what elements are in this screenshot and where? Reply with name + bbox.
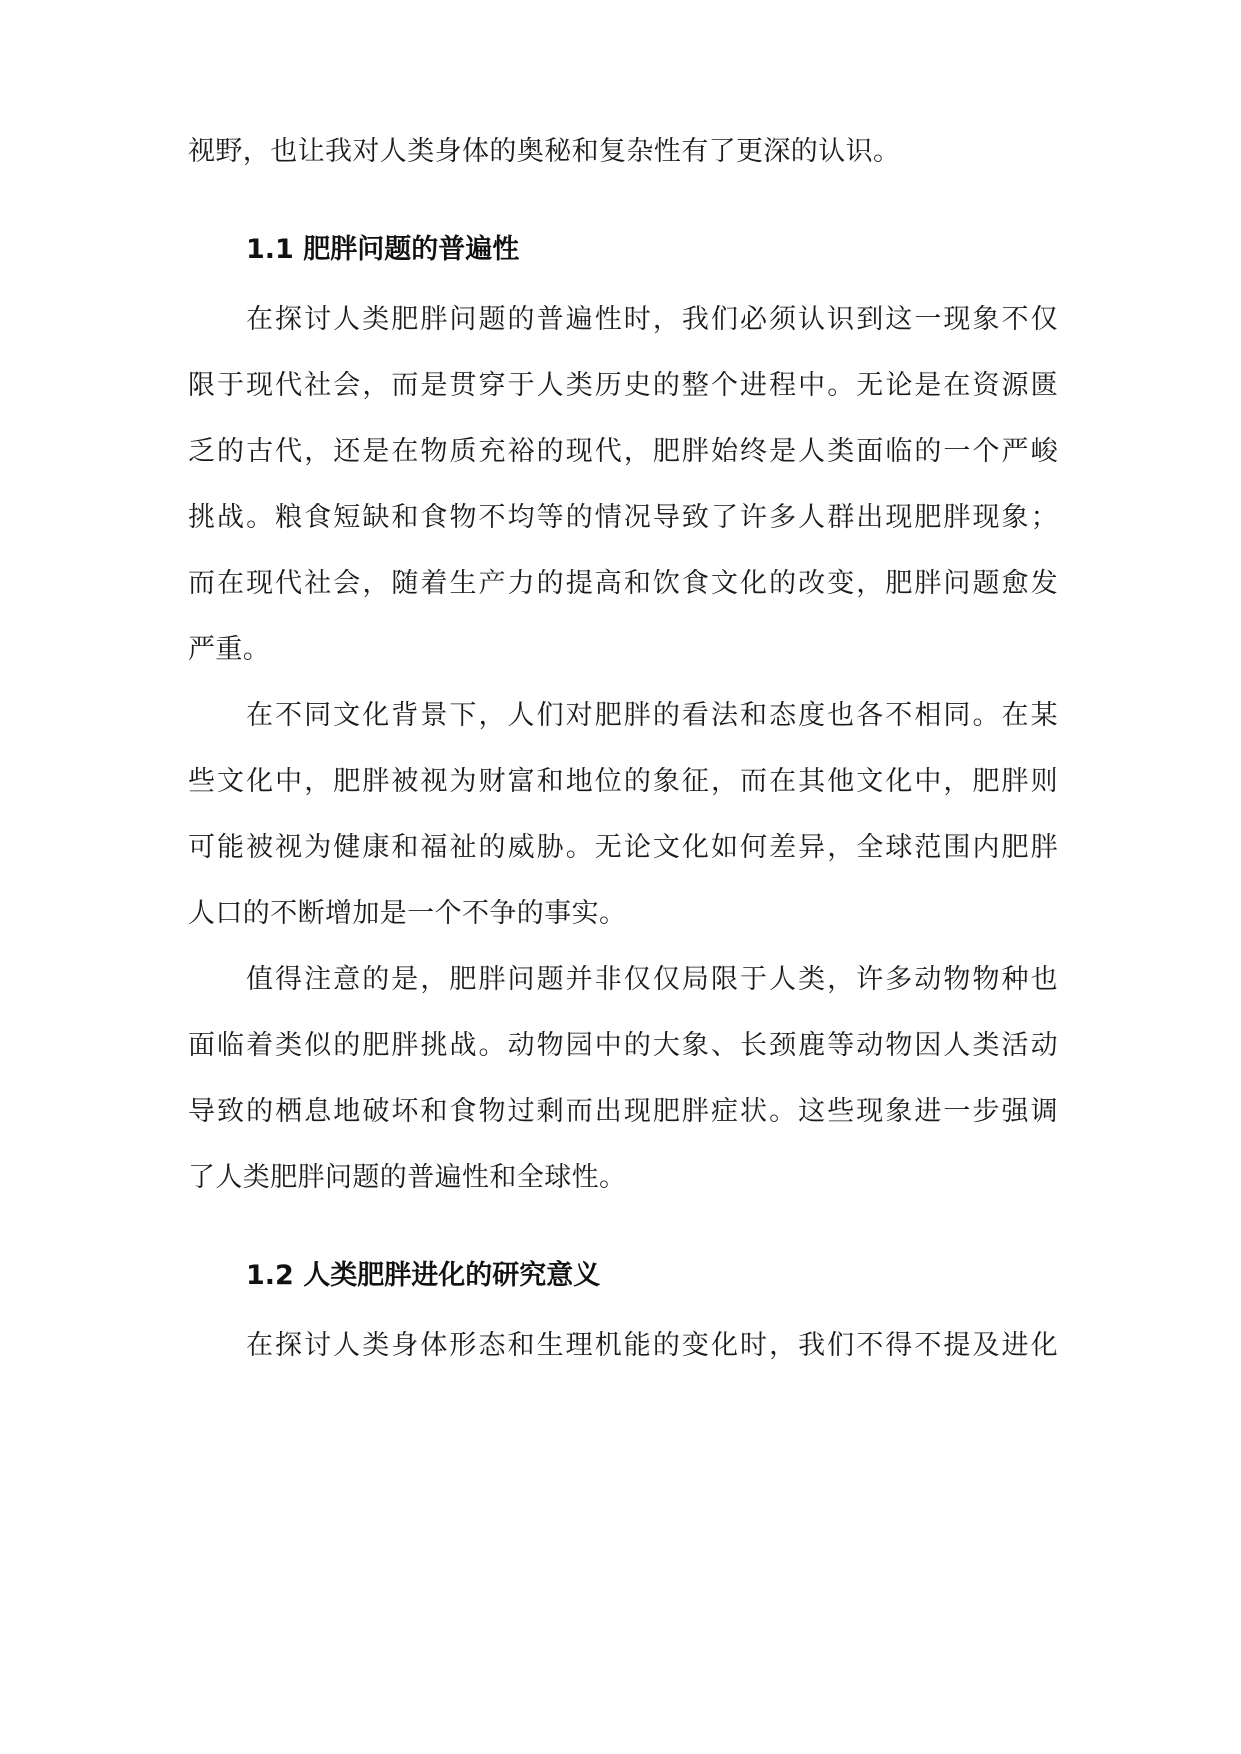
paragraph-line: 些文化中，肥胖被视为财富和地位的象征，而在其他文化中，肥胖则	[188, 766, 1058, 797]
section-heading-1-1: 1.1 肥胖问题的普遍性	[246, 234, 520, 265]
paragraph-line: 了人类肥胖问题的普遍性和全球性。	[188, 1162, 627, 1193]
paragraph-line: 导致的栖息地破坏和食物过剩而出现肥胖症状。这些现象进一步强调	[188, 1096, 1058, 1127]
paragraph-line: 挑战。粮食短缺和食物不均等的情况导致了许多人群出现肥胖现象；	[188, 502, 1058, 533]
paragraph-line: 人口的不断增加是一个不争的事实。	[188, 898, 627, 929]
paragraph-line: 可能被视为健康和福祉的威胁。无论文化如何差异，全球范围内肥胖	[188, 832, 1058, 863]
paragraph-line: 在探讨人类肥胖问题的普遍性时，我们必须认识到这一现象不仅	[246, 304, 1058, 335]
paragraph-line: 面临着类似的肥胖挑战。动物园中的大象、长颈鹿等动物因人类活动	[188, 1030, 1058, 1061]
paragraph-line: 限于现代社会，而是贯穿于人类历史的整个进程中。无论是在资源匮	[188, 370, 1058, 401]
paragraph-line: 值得注意的是，肥胖问题并非仅仅局限于人类，许多动物物种也	[246, 964, 1058, 995]
section-heading-1-2: 1.2 人类肥胖进化的研究意义	[246, 1260, 601, 1291]
paragraph-line: 严重。	[188, 634, 271, 665]
paragraph-line: 而在现代社会，随着生产力的提高和饮食文化的改变，肥胖问题愈发	[188, 568, 1058, 599]
paragraph-line: 在探讨人类身体形态和生理机能的变化时，我们不得不提及进化	[246, 1330, 1058, 1361]
paragraph-line: 视野，也让我对人类身体的奥秘和复杂性有了更深的认识。	[188, 136, 901, 167]
paragraph-line: 乏的古代，还是在物质充裕的现代，肥胖始终是人类面临的一个严峻	[188, 436, 1058, 467]
paragraph-line: 在不同文化背景下，人们对肥胖的看法和态度也各不相同。在某	[246, 700, 1058, 731]
